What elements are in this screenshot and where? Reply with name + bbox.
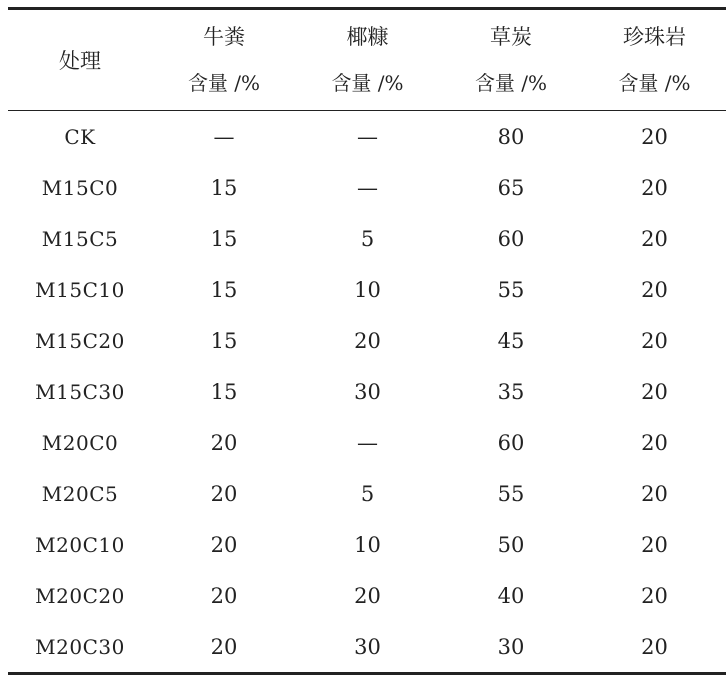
cell-cow-manure: 15 <box>210 226 238 251</box>
cell-cow-manure: — <box>213 124 235 149</box>
header-treatment <box>8 10 152 110</box>
table-row <box>8 111 726 162</box>
cell-treatment: M20C5 <box>41 481 119 506</box>
cell-treatment: M15C10 <box>35 277 125 302</box>
cell-cow-manure: 20 <box>210 532 238 557</box>
table-row <box>8 468 726 519</box>
header-cow-manure-unit: 含量 /% <box>187 71 261 95</box>
cell-coir: — <box>357 175 378 200</box>
cell-coir: — <box>357 124 378 149</box>
header-coir-label: 椰糠 <box>346 25 389 49</box>
cell-coir: 30 <box>354 634 381 659</box>
cell-treatment: M20C30 <box>35 634 125 659</box>
table-row <box>8 621 726 672</box>
cell-perlite: 20 <box>641 379 668 404</box>
cell-coir: 10 <box>354 277 381 302</box>
table-row <box>8 417 726 468</box>
cell-perlite: 20 <box>641 430 668 455</box>
header-peat <box>439 10 583 110</box>
cell-treatment: M15C30 <box>35 379 125 404</box>
cell-coir: 20 <box>354 328 381 353</box>
cell-perlite: 20 <box>641 226 668 251</box>
cell-cow-manure: 15 <box>210 328 238 353</box>
header-perlite-unit: 含量 /% <box>618 71 691 95</box>
cell-cow-manure: 20 <box>210 481 238 506</box>
cell-coir: 5 <box>360 226 375 251</box>
cell-perlite: 20 <box>641 124 668 149</box>
header-coir-unit: 含量 /% <box>331 71 404 95</box>
cell-peat: 50 <box>497 532 525 557</box>
cell-treatment: M15C0 <box>41 175 119 200</box>
cell-peat: 40 <box>497 583 525 608</box>
table-row <box>8 366 726 417</box>
cell-perlite: 20 <box>641 175 668 200</box>
cell-peat: 80 <box>497 124 525 149</box>
cell-perlite: 20 <box>641 328 668 353</box>
cell-peat: 65 <box>497 175 525 200</box>
header-treatment-label: 处理 <box>59 49 101 73</box>
table-row <box>8 315 726 366</box>
cell-perlite: 20 <box>641 532 668 557</box>
header-coir <box>296 10 439 110</box>
cell-treatment: M15C5 <box>41 226 119 251</box>
cell-peat: 55 <box>497 277 525 302</box>
cell-cow-manure: 15 <box>210 277 238 302</box>
cell-treatment: CK <box>64 124 96 149</box>
cell-coir: 5 <box>360 481 375 506</box>
cell-treatment: M15C20 <box>35 328 125 353</box>
cell-peat: 35 <box>497 379 525 404</box>
header-peat-label: 草炭 <box>490 25 532 49</box>
table-row <box>8 162 726 213</box>
composition-table <box>8 10 726 672</box>
cell-treatment: M20C20 <box>35 583 125 608</box>
cell-peat: 55 <box>497 481 525 506</box>
cell-treatment: M20C10 <box>35 532 125 557</box>
cell-cow-manure: 15 <box>210 175 238 200</box>
cell-perlite: 20 <box>641 481 668 506</box>
cell-cow-manure: 20 <box>210 583 238 608</box>
cell-peat: 45 <box>497 328 525 353</box>
table-row <box>8 264 726 315</box>
table-row <box>8 519 726 570</box>
table-header <box>8 10 726 111</box>
header-cow-manure-label: 牛粪 <box>203 25 245 49</box>
substrate-composition-table <box>8 7 726 675</box>
cell-coir: 30 <box>354 379 381 404</box>
cell-cow-manure: 15 <box>210 379 238 404</box>
cell-coir: 10 <box>354 532 381 557</box>
table-row <box>8 570 726 621</box>
header-peat-unit: 含量 /% <box>474 71 548 95</box>
cell-perlite: 20 <box>641 277 668 302</box>
table-row <box>8 213 726 264</box>
header-perlite <box>583 10 726 110</box>
header-cow-manure <box>152 10 296 110</box>
cell-cow-manure: 20 <box>210 634 238 659</box>
table-body <box>8 111 726 672</box>
cell-coir: 20 <box>354 583 381 608</box>
cell-treatment: M20C0 <box>41 430 119 455</box>
cell-cow-manure: 20 <box>210 430 238 455</box>
header-perlite-label: 珍珠岩 <box>623 25 686 49</box>
cell-peat: 60 <box>497 430 525 455</box>
cell-peat: 30 <box>497 634 525 659</box>
cell-perlite: 20 <box>641 634 668 659</box>
cell-coir: — <box>357 430 378 455</box>
cell-perlite: 20 <box>641 583 668 608</box>
header-row <box>8 10 726 110</box>
cell-peat: 60 <box>497 226 525 251</box>
